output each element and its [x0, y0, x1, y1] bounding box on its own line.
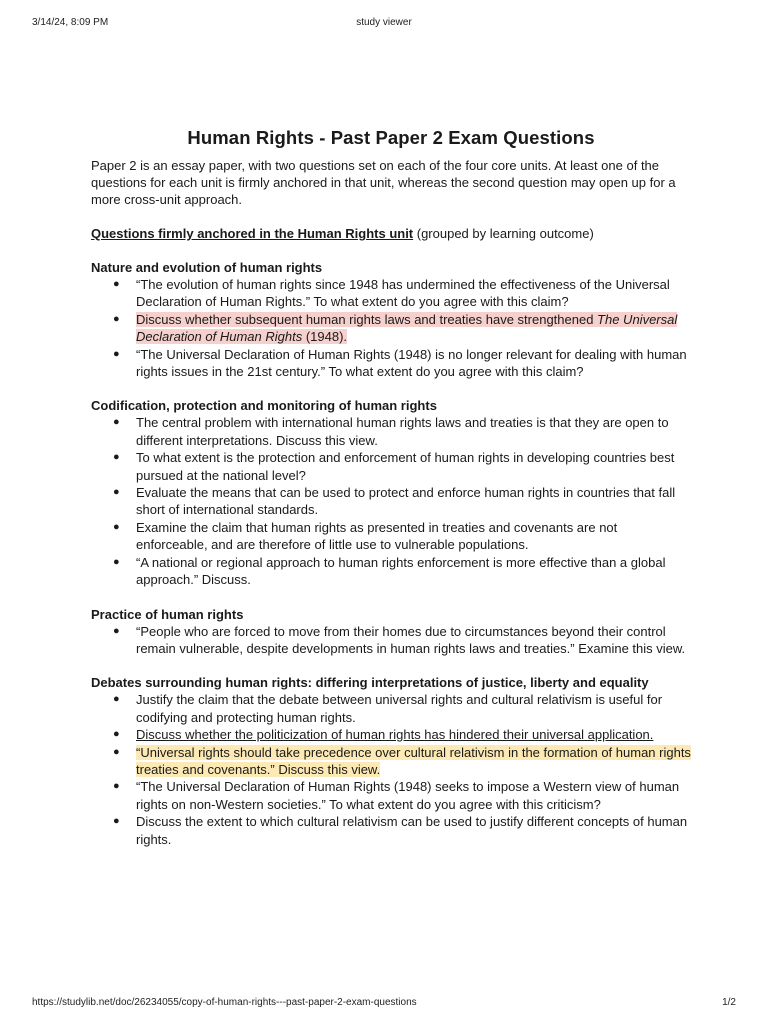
bullet-icon: ● [113, 416, 120, 429]
question-item [91, 744, 691, 779]
bullet-icon: ● [113, 815, 120, 828]
question-text: The central problem with international human rights laws and treaties is that they are open to different interpretations. Discuss this view. [136, 415, 669, 448]
bullet-icon: ● [113, 624, 120, 637]
question-list [91, 691, 691, 848]
question-text: Justify the claim that the debate between universal rights and cultural relativism is useful for codifying and protecting human rights. [136, 692, 663, 725]
question-item [91, 813, 691, 848]
bullet-icon: ● [113, 745, 120, 758]
question-item [91, 623, 691, 658]
bullet-icon: ● [113, 451, 120, 464]
bullet-icon: ● [113, 347, 120, 360]
question-text: Discuss the extent to which cultural relativism can be used to justify different concepts of human rights. [136, 814, 688, 847]
question-text: “The evolution of human rights since 1948 has undermined the effectiveness of the Universal Declaration of Human Rights.” To what extent do you agree with this claim? [136, 277, 670, 310]
question-text: “The Universal Declaration of Human Rights (1948) is no longer relevant for dealing with human rights issues in the 21st century.” To what extent do you agree with this claim? [136, 346, 687, 380]
question-text: Examine the claim that human rights as presented in treaties and covenants are not enforceable, and are therefore of little use to vulnerable populations. [136, 519, 618, 553]
print-viewer-title: study viewer [356, 17, 412, 28]
section-title: Codification, protection and monitoring of human rights [91, 398, 437, 414]
print-url: https://studylib.net/doc/26234055/copy-of-human-rights---past-paper-2-exam-questions [32, 997, 417, 1008]
question-list [91, 623, 691, 658]
print-page-number: 1/2 [722, 997, 736, 1008]
question-text: Evaluate the means that can be used to protect and enforce human rights in countries that fall short of international standards. [136, 485, 676, 518]
question-text: “People who are forced to move from their homes due to circumstances beyond their control remain vulnerable, despite developments in human rights laws and treaties.” Examine this view. [136, 623, 686, 656]
document-intro: Paper 2 is an essay paper, with two questions set on each of the four core units. At least one of the questions for each unit is firmly anchored in that unit, whereas the second question may open up for a more cross-unit approach. [91, 158, 676, 207]
question-item [91, 346, 691, 381]
bullet-icon: ● [113, 728, 120, 741]
section-title: Debates surrounding human rights: differing interpretations of justice, liberty and equality [91, 675, 649, 691]
question-italic-title: The Universal Declaration of Human Rights [136, 311, 678, 345]
question-text: To what extent is the protection and enforcement of human rights in developing countries best pursued at the national level? [136, 450, 675, 483]
question-item [91, 778, 691, 813]
question-item [91, 449, 691, 484]
question-item [91, 276, 691, 311]
document-title: Human Rights - Past Paper 2 Exam Questions [187, 127, 595, 148]
bullet-icon: ● [113, 486, 120, 499]
print-footer [0, 997, 768, 1011]
question-item [91, 484, 691, 519]
question-text: “Universal rights should take precedence over cultural relativism in the formation of human rights treaties and covenants.” Discuss this view. [136, 744, 691, 777]
document-page [91, 127, 691, 865]
bullet-icon: ● [113, 780, 120, 793]
question-item [91, 554, 691, 589]
section-title: Practice of human rights [91, 606, 244, 622]
bullet-icon: ● [113, 555, 120, 568]
bullet-icon: ● [113, 693, 120, 706]
question-item [91, 414, 691, 449]
question-item [91, 726, 691, 743]
question-item [91, 519, 691, 554]
bullet-icon: ● [113, 312, 120, 325]
question-list [91, 414, 691, 588]
section-title: Nature and evolution of human rights [91, 260, 323, 275]
anchored-note: (grouped by learning outcome) [413, 226, 594, 241]
question-text: Discuss whether the politicization of human rights has hindered their universal application. [136, 727, 654, 743]
anchored-heading: Questions firmly anchored in the Human Rights unit [91, 226, 414, 241]
bullet-icon: ● [113, 278, 120, 290]
question-text: “The Universal Declaration of Human Rights (1948) seeks to impose a Western view of human rights on non-Western societies.” To what extent do you agree with this criticism? [136, 779, 680, 812]
question-list [91, 276, 691, 380]
bullet-icon: ● [113, 520, 120, 533]
question-text: Discuss whether subsequent human rights laws and treaties have strengthened The Universal Declaration of Human Rights (1948). [136, 311, 678, 345]
question-item [91, 691, 691, 726]
print-header [0, 17, 768, 31]
anchored-heading-line [91, 225, 691, 242]
sections-container [91, 259, 691, 848]
print-datetime: 3/14/24, 8:09 PM [32, 17, 109, 28]
question-item [91, 311, 691, 346]
question-text: “A national or regional approach to human rights enforcement is more effective than a global approach.” Discuss. [136, 554, 666, 588]
